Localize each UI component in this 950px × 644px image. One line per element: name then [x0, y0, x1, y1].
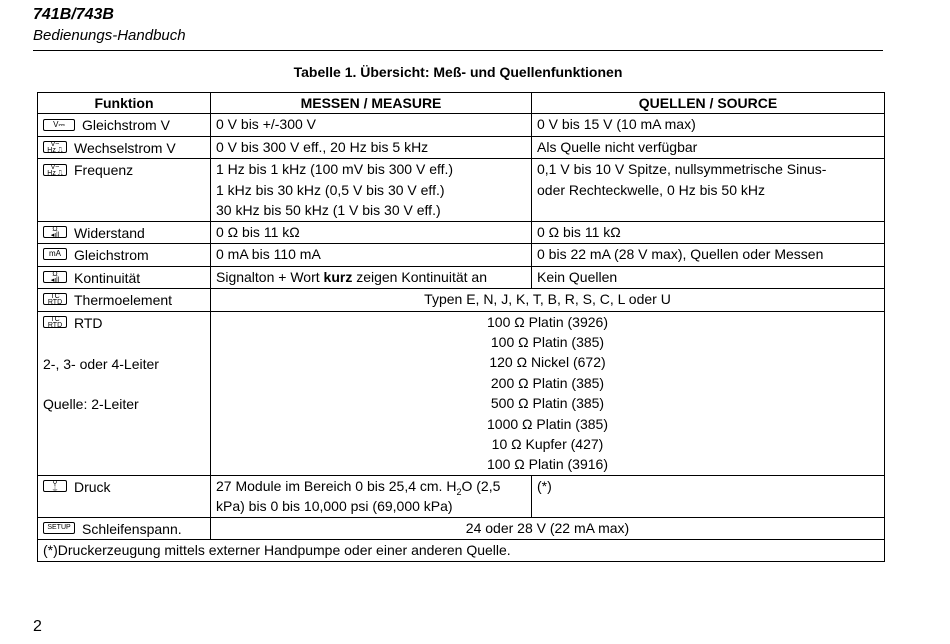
- function-label: Gleichstrom: [74, 247, 149, 264]
- source-cell: Kein Quellen: [532, 266, 885, 289]
- rtd-type: 120 Ω Nickel (672): [489, 354, 606, 371]
- column-header-measure: MESSEN / MEASURE: [211, 93, 532, 114]
- manual-model: 741B/743B: [33, 6, 114, 23]
- measure-cell: [211, 159, 532, 221]
- measure-source-cell: 24 oder 28 V (22 mA max): [211, 517, 885, 540]
- table-row: [38, 517, 885, 540]
- icon-top-text: Ω: [52, 270, 58, 278]
- icon-top-text: TC: [50, 293, 60, 301]
- source-cell: [532, 159, 885, 221]
- tc-rtd-icon: [43, 293, 67, 305]
- function-cell: [38, 159, 211, 221]
- measure-source-cell: [211, 311, 885, 475]
- measure-cell: 0 V bis +/-300 V: [211, 114, 532, 137]
- icon-bottom-text: Hz ⎍: [47, 147, 63, 154]
- measure-cell: 0 mA bis 110 mA: [211, 244, 532, 267]
- icon-top-text: V~: [50, 141, 60, 149]
- function-cell: [38, 266, 211, 289]
- measure-bold-word: kurz: [323, 268, 353, 285]
- table-row: [38, 289, 885, 312]
- icon-top-text: Ω: [52, 225, 58, 233]
- manual-subtitle: Bedienungs-Handbuch: [33, 27, 186, 44]
- rtd-type: 100 Ω Platin (3916): [487, 456, 608, 473]
- header-rule: [33, 50, 883, 51]
- table-row: [38, 114, 885, 137]
- measure-text: zeigen Kontinuität an: [352, 268, 487, 285]
- table-row: [38, 136, 885, 159]
- source-line: oder Rechteckwelle, 0 Hz bis 50 kHz: [537, 181, 765, 198]
- setup-icon: SETUP: [43, 522, 75, 534]
- milliamp-icon: mA: [43, 248, 67, 260]
- subscript: 2: [456, 486, 462, 497]
- function-cell: [38, 221, 211, 244]
- function-label: Gleichstrom V: [82, 117, 170, 134]
- measure-line: 30 kHz bis 50 kHz (1 V bis 30 V eff.): [216, 202, 441, 219]
- pressure-icon: [43, 480, 67, 492]
- function-cell: [38, 289, 211, 312]
- footnote-row: [38, 540, 885, 561]
- function-label: Kontinuität: [74, 269, 141, 286]
- table-row: [38, 244, 885, 267]
- function-note: [43, 333, 210, 353]
- function-cell: [38, 311, 211, 475]
- function-label: Thermoelement: [74, 292, 173, 309]
- table-header-row: [38, 93, 885, 114]
- table-caption: Tabelle 1. Übersicht: Meß- und Quellenfunktionen: [293, 64, 623, 80]
- rtd-type: 500 Ω Platin (385): [490, 395, 605, 412]
- measure-line: 1 kHz bis 30 kHz (0,5 V bis 30 V eff.): [216, 181, 445, 198]
- function-note: 2-, 3- oder 4-Leiter: [43, 355, 159, 372]
- functions-table: [37, 92, 885, 562]
- table-row: [38, 159, 885, 221]
- function-cell: [38, 475, 211, 517]
- function-label: Schleifenspann.: [82, 520, 182, 537]
- source-cell: 0 Ω bis 11 kΩ: [532, 221, 885, 244]
- icon-top-text: ⚲: [52, 480, 58, 488]
- voltage-ac-freq-icon: [43, 164, 67, 176]
- icon-bottom-text: RTD: [47, 299, 63, 306]
- measure-cell: 0 Ω bis 11 kΩ: [211, 221, 532, 244]
- function-cell: [38, 517, 211, 540]
- function-cell: [38, 136, 211, 159]
- icon-top-text: V~: [50, 163, 60, 171]
- footnote: (*)Druckerzeugung mittels externer Handpumpe oder einer anderen Quelle.: [38, 540, 885, 561]
- rtd-type: 1000 Ω Platin (385): [487, 415, 608, 432]
- function-label: Druck: [74, 478, 111, 495]
- measure-line: kPa) bis 0 bis 10,000 psi (69,000 kPa): [216, 498, 453, 515]
- page-number: 2: [33, 618, 42, 635]
- function-note: [43, 374, 210, 394]
- icon-top-text: TC: [50, 315, 60, 323]
- voltage-ac-freq-icon: [43, 141, 67, 153]
- function-note: Quelle: 2-Leiter: [43, 396, 139, 413]
- rtd-type: 100 Ω Platin (385): [490, 334, 605, 351]
- measure-text: O (2,5: [461, 477, 501, 494]
- measure-text: Signalton + Wort: [216, 268, 324, 285]
- table-row: [38, 475, 885, 517]
- voltage-dc-icon: V⎓: [43, 119, 75, 131]
- measure-source-cell: Typen E, N, J, K, T, B, R, S, C, L oder U: [211, 289, 885, 312]
- function-cell: [38, 244, 211, 267]
- tc-rtd-icon: [43, 316, 67, 328]
- rtd-type: 200 Ω Platin (385): [490, 374, 605, 391]
- function-label: Wechselstrom V: [74, 140, 176, 156]
- column-header-function: Funktion: [38, 93, 211, 114]
- function-label: RTD: [74, 314, 103, 331]
- measure-text: 27 Module im Bereich 0 bis 25,4 cm. H: [216, 477, 457, 494]
- column-header-source: QUELLEN / SOURCE: [532, 93, 885, 114]
- source-cell: 0 bis 22 mA (28 V max), Quellen oder Messen: [532, 244, 885, 267]
- measure-cell: 0 V bis 300 V eff., 20 Hz bis 5 kHz: [211, 136, 532, 159]
- source-cell: 0 V bis 15 V (10 mA max): [532, 114, 885, 137]
- icon-bottom-text: ⏚: [51, 486, 59, 493]
- ohm-continuity-icon: [43, 271, 67, 283]
- measure-cell: [211, 266, 532, 289]
- icon-bottom-text: ◂ıll: [50, 231, 60, 238]
- measure-cell: [211, 475, 532, 517]
- source-cell: (*): [532, 475, 885, 517]
- rtd-type: 100 Ω Platin (3926): [487, 313, 608, 330]
- table-row: [38, 266, 885, 289]
- ohm-continuity-icon: [43, 226, 67, 238]
- table-row: [38, 221, 885, 244]
- measure-line: [216, 476, 531, 496]
- function-cell: [38, 114, 211, 137]
- measure-line: 1 Hz bis 1 kHz (100 mV bis 300 V eff.): [216, 161, 454, 178]
- source-line: 0,1 V bis 10 V Spitze, nullsymmetrische Sinus-: [537, 161, 827, 178]
- icon-bottom-text: Hz ⎍: [47, 169, 63, 176]
- icon-bottom-text: RTD: [47, 321, 63, 328]
- table-row: [38, 311, 885, 475]
- icon-bottom-text: ◂ıll: [50, 276, 60, 283]
- function-label: Widerstand: [74, 224, 145, 241]
- source-cell: Als Quelle nicht verfügbar: [532, 136, 885, 159]
- function-label: Frequenz: [74, 162, 134, 179]
- rtd-type: 10 Ω Kupfer (427): [491, 436, 604, 453]
